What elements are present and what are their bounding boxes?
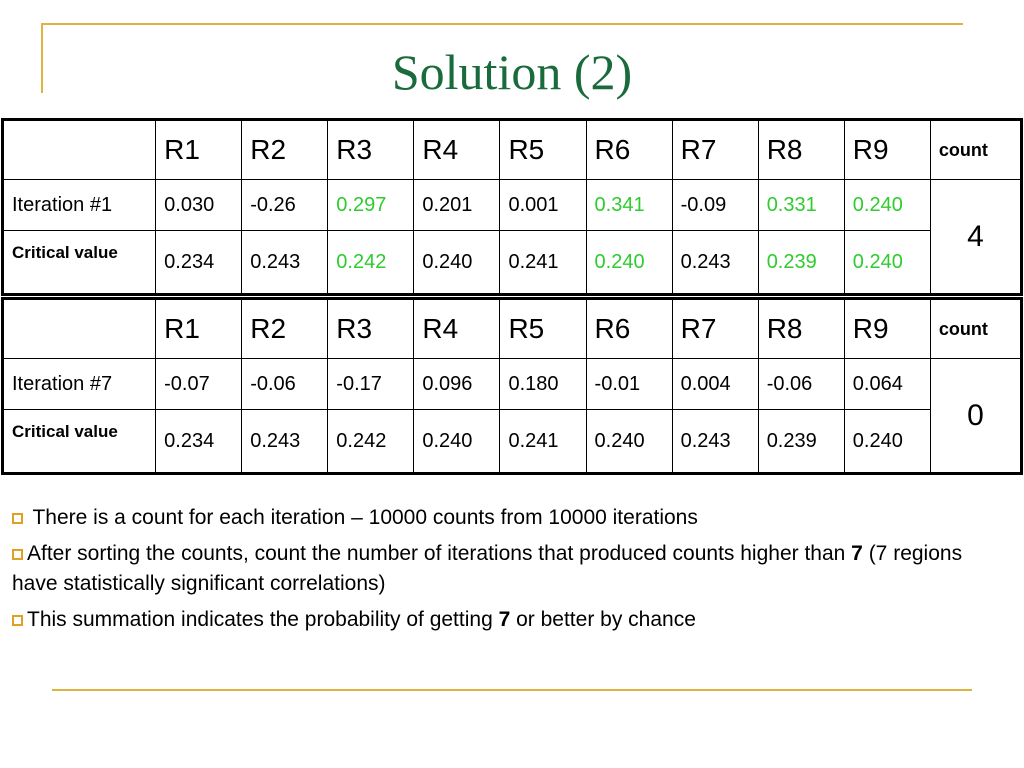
bullet-text: There is a count for each iteration – 10000 counts from 10000 iterations [27, 506, 698, 529]
critical-label: Critical value [3, 231, 156, 295]
critical-value: 0.243 [242, 410, 328, 474]
critical-value: 0.240 [414, 410, 500, 474]
header-cell-r2: R2 [242, 120, 328, 180]
header-cell-r5: R5 [500, 299, 586, 359]
bullet-item [12, 503, 1002, 533]
iteration-value: 0.180 [500, 359, 586, 410]
bullet-text: After sorting the counts, count the number of iterations that produced counts higher than [27, 542, 852, 565]
hollow-square-bullet-icon [12, 549, 23, 560]
results-table-2 [1, 297, 1023, 475]
iteration-value: -0.26 [242, 180, 328, 231]
count-value: 4 [930, 180, 1021, 295]
critical-value: 0.240 [586, 410, 672, 474]
bullet-text: or better by chance [510, 608, 696, 631]
bullet-text: This summation indicates the probability of getting [27, 608, 499, 631]
bullet-list [12, 503, 1002, 641]
header-cell-r4: R4 [414, 120, 500, 180]
critical-value: 0.243 [672, 410, 758, 474]
critical-value: 0.242 [328, 231, 414, 295]
critical-value: 0.239 [758, 410, 844, 474]
iteration-value: 0.001 [500, 180, 586, 231]
header-cell-empty [3, 120, 156, 180]
results-table-1 [1, 118, 1023, 296]
critical-value-row [3, 410, 1022, 474]
bullet-item [12, 605, 1002, 635]
header-cell-r7: R7 [672, 299, 758, 359]
iteration-row [3, 359, 1022, 410]
iteration-value: -0.01 [586, 359, 672, 410]
iteration-row [3, 180, 1022, 231]
critical-value: 0.240 [844, 231, 930, 295]
critical-value: 0.243 [242, 231, 328, 295]
header-cell-r6: R6 [586, 299, 672, 359]
slide-title: Solution (2) [391, 44, 633, 100]
bullet-text-bold: 7 [498, 608, 511, 631]
table-header-row [3, 299, 1022, 359]
critical-value-row [3, 231, 1022, 295]
header-cell-r9: R9 [844, 120, 930, 180]
critical-value: 0.243 [672, 231, 758, 295]
header-cell-count: count [930, 299, 1021, 359]
iteration-value: -0.06 [242, 359, 328, 410]
iteration-value: 0.341 [586, 180, 672, 231]
iteration-value: 0.096 [414, 359, 500, 410]
iteration-label: Iteration #7 [3, 359, 156, 410]
critical-value: 0.240 [844, 410, 930, 474]
header-cell-count: count [930, 120, 1021, 180]
iteration-value: 0.004 [672, 359, 758, 410]
critical-value: 0.242 [328, 410, 414, 474]
iteration-value: 0.240 [844, 180, 930, 231]
header-cell-r1: R1 [156, 120, 242, 180]
header-cell-r8: R8 [758, 120, 844, 180]
iteration-label: Iteration #1 [3, 180, 156, 231]
bullet-text-bold: 7 [851, 542, 863, 565]
critical-value: 0.234 [156, 410, 242, 474]
critical-value: 0.234 [156, 231, 242, 295]
iteration-value: 0.064 [844, 359, 930, 410]
critical-value: 0.241 [500, 410, 586, 474]
iteration-value: 0.297 [328, 180, 414, 231]
table-header-row [3, 120, 1022, 180]
bullet-item [12, 539, 1002, 599]
header-cell-r4: R4 [414, 299, 500, 359]
header-cell-r8: R8 [758, 299, 844, 359]
header-cell-r5: R5 [500, 120, 586, 180]
header-cell-r3: R3 [328, 120, 414, 180]
header-cell-empty [3, 299, 156, 359]
header-cell-r6: R6 [586, 120, 672, 180]
bullet-text: (7 regions have statistically significant correlations) [12, 542, 963, 595]
top-accent-line [43, 23, 963, 25]
header-cell-r2: R2 [242, 299, 328, 359]
iteration-value: 0.030 [156, 180, 242, 231]
critical-value: 0.241 [500, 231, 586, 295]
iteration-value: -0.07 [156, 359, 242, 410]
header-cell-r1: R1 [156, 299, 242, 359]
bottom-accent-line [52, 689, 972, 691]
critical-label: Critical value [3, 410, 156, 474]
critical-value: 0.240 [414, 231, 500, 295]
header-cell-r7: R7 [672, 120, 758, 180]
critical-value: 0.239 [758, 231, 844, 295]
iteration-value: -0.09 [672, 180, 758, 231]
count-value: 0 [930, 359, 1021, 474]
header-cell-r3: R3 [328, 299, 414, 359]
iteration-value: -0.17 [328, 359, 414, 410]
header-cell-r9: R9 [844, 299, 930, 359]
hollow-square-bullet-icon [12, 513, 23, 524]
iteration-value: 0.331 [758, 180, 844, 231]
iteration-value: 0.201 [414, 180, 500, 231]
hollow-square-bullet-icon [12, 615, 23, 626]
critical-value: 0.240 [586, 231, 672, 295]
iteration-value: -0.06 [758, 359, 844, 410]
